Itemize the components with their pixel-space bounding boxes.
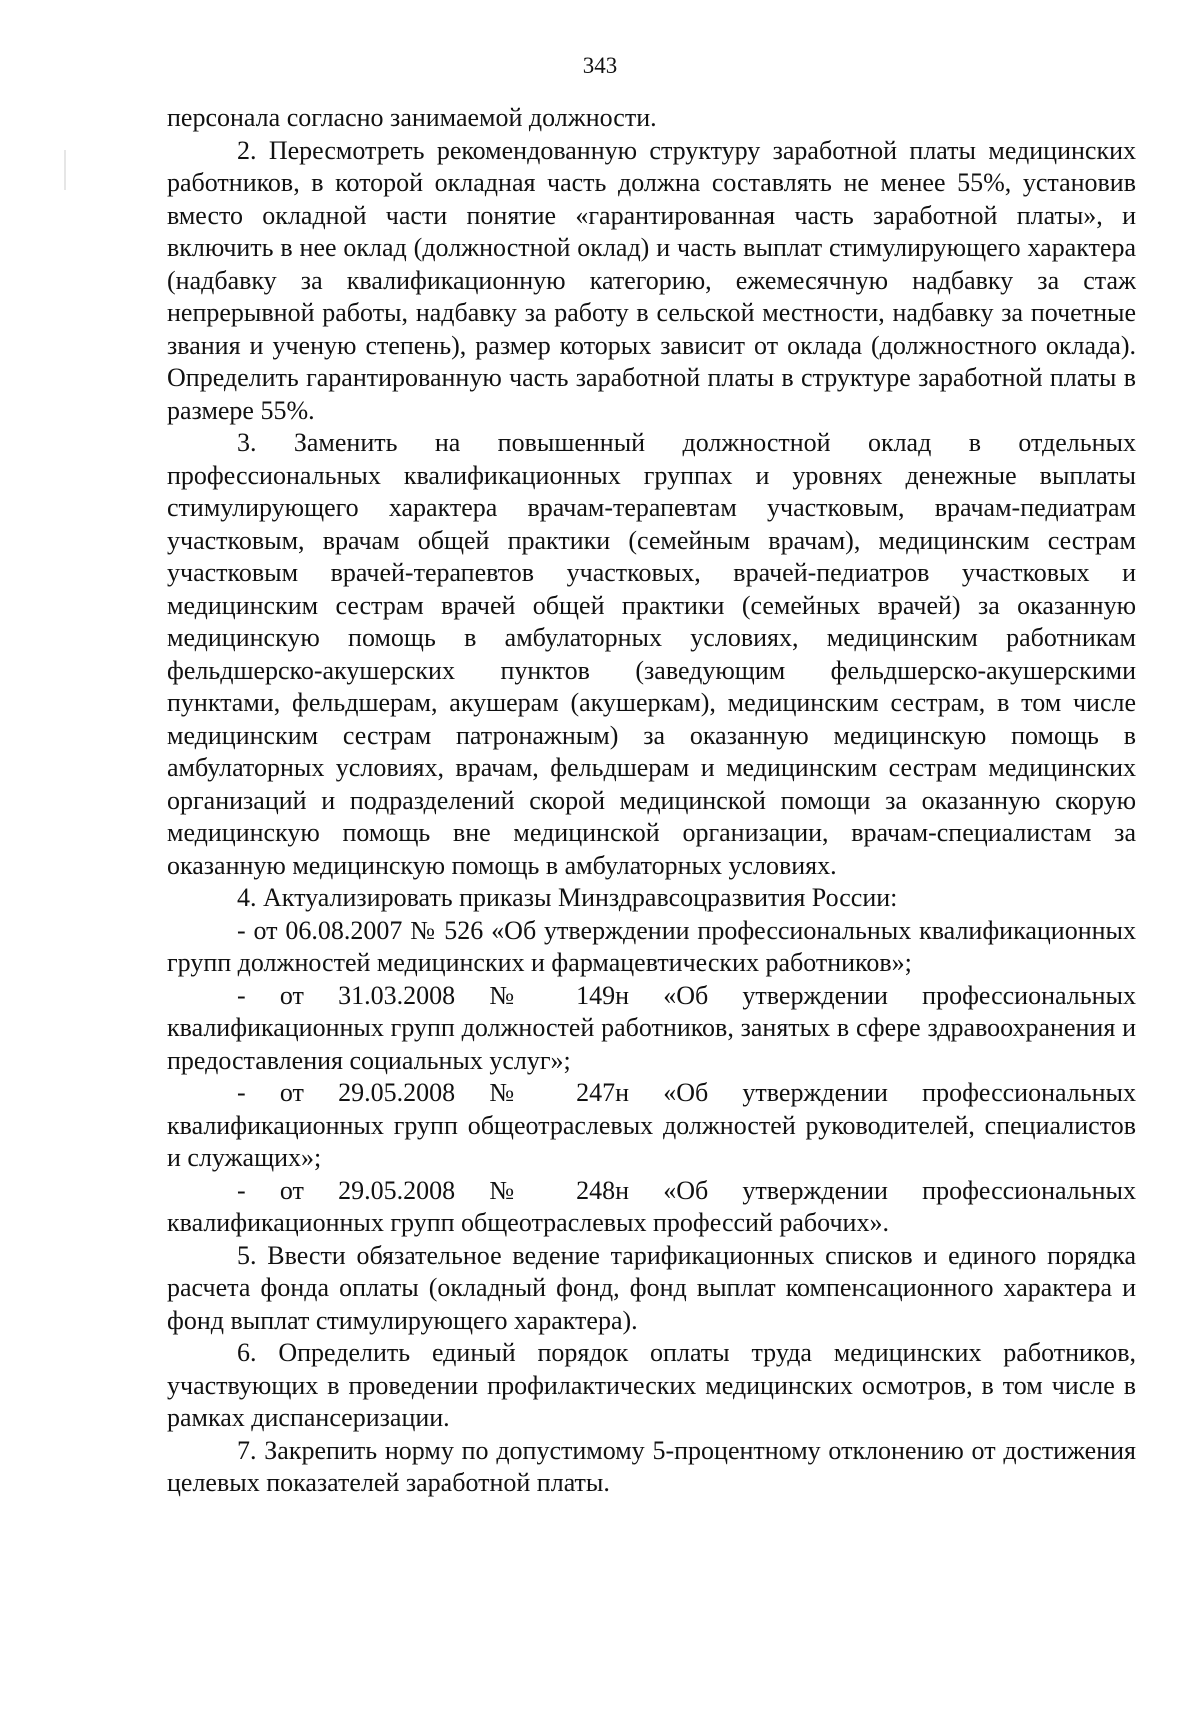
page-number: 343	[582, 53, 618, 78]
paragraph-item-3: 3. Заменить на повышенный должностной оклад в отдельных профессиональных квалификационных группах и уровнях денежные выплаты стимулирующего характера врачам-терапевтам участковым, врачам-педиатрам участковым, врачам общей практики (семейным врачам), медицинским сестрам участковым врачей-терапевтов участковых, врачей-педиатров участковых и медицинским сестрам врачей общей практики (семейных врачей) за оказанную медицинскую помощь в амбулаторных условиях, медицинским работникам фельдшерско-акушерских пунктов (заведующим фельдшерско-акушерскими пунктами, фельдшерам, акушерам (акушеркам), медицинским сестрам, в том числе медицинским сестрам патронажным) за оказанную медицинскую помощь в амбулаторных условиях, врачам, фельдшерам и медицинским сестрам медицинских организаций и подразделений скорой медицинской помощи за оказанную скорую медицинскую помощь вне медицинской организации, врачам-специалистам за оказанную медицинскую помощь в амбулаторных условиях.	[167, 428, 1136, 880]
paragraph-continuation: персонала согласно занимаемой должности.	[167, 103, 657, 132]
paragraph-item-6: 6. Определить единый порядок оплаты труда медицинских работников, участвующих в проведении профилактических медицинских осмотров, в том числе в рамках диспансеризации.	[167, 1338, 1136, 1432]
order-list-item-149n: - от 31.03.2008 № 149н «Об утверждении профессиональных квалификационных групп должностей работников, занятых в сфере здравоохранения и предоставления социальных услуг»;	[167, 980, 1136, 1075]
document-body	[167, 102, 1136, 1500]
order-list-item-248n: - от 29.05.2008 № 248н «Об утверждении профессиональных квалификационных групп общеотраслевых профессий рабочих».	[167, 1175, 1136, 1237]
order-list-item-247n: - от 29.05.2008 № 247н «Об утверждении профессиональных квалификационных групп общеотраслевых должностей руководителей, специалистов и служащих»;	[167, 1078, 1136, 1172]
scan-artifact	[64, 150, 66, 190]
order-list-item-526: - от 06.08.2007 № 526 «Об утверждении профессиональных квалификационных групп должностей медицинских и фармацевтических работников»;	[167, 915, 1136, 977]
paragraph-item-4: 4. Актуализировать приказы Минздравсоцразвития России:	[237, 883, 898, 912]
paragraph-item-2: 2. Пересмотреть рекомендованную структуру заработной платы медицинских работников, в которой окладная часть должна составлять не менее 55%, установив вместо окладной части понятие «гарантированная часть заработной платы», и включить в нее оклад (должностной оклад) и часть выплат стимулирующего характера (надбавку за квалификационную категорию, ежемесячную надбавку за стаж непрерывной работы, надбавку за работу в сельской местности, надбавку за почетные звания и ученую степень), размер которых зависит от оклада (должностного оклада). Определить гарантированную часть заработной платы в структуре заработной платы в размере 55%.	[167, 135, 1136, 425]
paragraph-item-5: 5. Ввести обязательное ведение тарификационных списков и единого порядка расчета фонда оплаты (окладный фонд, фонд выплат компенсационного характера и фонд выплат стимулирующего характера).	[167, 1240, 1136, 1335]
paragraph-item-7: 7. Закрепить норму по допустимому 5-процентному отклонению от достижения целевых показателей заработной платы.	[167, 1435, 1136, 1497]
